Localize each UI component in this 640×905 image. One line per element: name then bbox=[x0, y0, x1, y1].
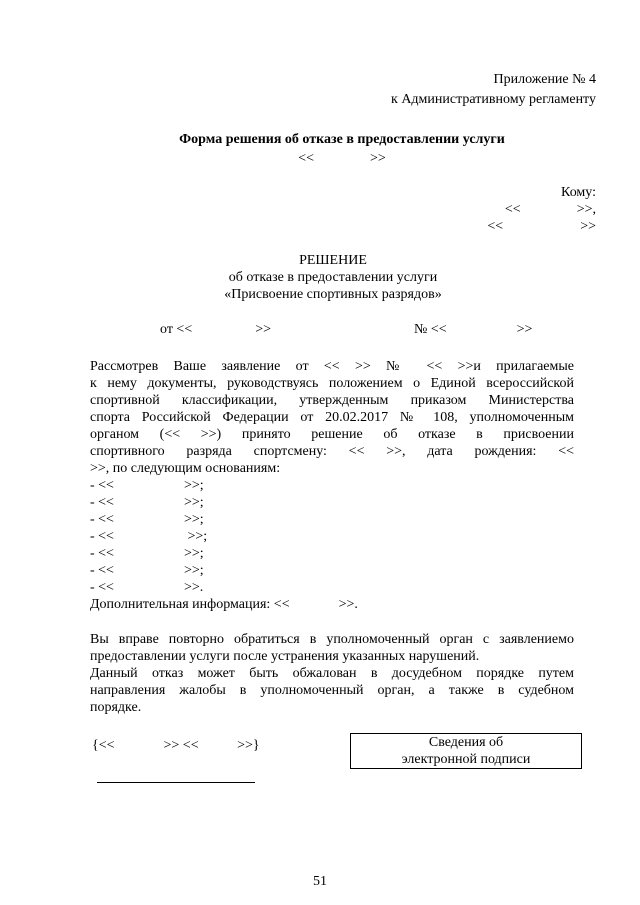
reason-item: - << >>; bbox=[90, 512, 204, 527]
body-last-line: >>, по следующим основаниям: bbox=[90, 461, 281, 476]
body-line: спорта Российской Федерации от 20.02.2017 № 108, уполномоченным bbox=[90, 410, 574, 425]
footnote-rule bbox=[97, 782, 255, 783]
decision-subtitle-2: «Присвоение спортивных разрядов» bbox=[224, 287, 442, 302]
decision-title: РЕШЕНИЕ bbox=[299, 253, 367, 268]
body-line: спортивного разряда спортсмену: << >>, дата рождения: << bbox=[90, 444, 574, 459]
addressee-label: Кому: bbox=[561, 185, 596, 200]
body-line: органом (<< >>) принято решение об отказе в присвоении bbox=[90, 427, 574, 442]
appendix-label: Приложение № 4 bbox=[493, 72, 596, 87]
appeal-line: направления жалобы в уполномоченный орган, а также в судебном bbox=[90, 683, 574, 698]
decision-subtitle-1: об отказе в предоставлении услуги bbox=[228, 270, 438, 285]
decision-date: от << >> bbox=[160, 322, 272, 337]
addressee-line-1: << >>, bbox=[504, 202, 596, 217]
organization-placeholder: << >> bbox=[298, 151, 386, 166]
appeal-line: порядке. bbox=[90, 700, 142, 715]
appeal-line: Данный отказ может быть обжалован в досудебном порядке путем bbox=[90, 666, 574, 681]
reason-item: - << >>; bbox=[90, 563, 204, 578]
decision-number: № << >> bbox=[414, 322, 533, 337]
additional-info: Дополнительная информация: << >>. bbox=[90, 597, 358, 612]
reason-item: - << >>; bbox=[90, 529, 208, 544]
reason-item: - << >>; bbox=[90, 546, 204, 561]
regulation-label: к Административному регламенту bbox=[391, 92, 596, 107]
appeal-line: предоставлении услуги после устранения указанных нарушений. bbox=[90, 649, 480, 664]
addressee-line-2: << >> bbox=[487, 219, 596, 234]
signature-box-line-1: Сведения об bbox=[428, 735, 504, 750]
body-line: Рассмотрев Ваше заявление от << >> № << >>и прилагаемые bbox=[90, 359, 574, 374]
signature-placeholder: {<< >> << >>} bbox=[92, 738, 260, 753]
reason-item: - << >>. bbox=[90, 580, 204, 595]
form-title: Форма решения об отказе в предоставлении услуги bbox=[179, 132, 505, 147]
electronic-signature-box bbox=[350, 733, 582, 769]
signature-box-line-2: электронной подписи bbox=[401, 752, 531, 767]
body-line: к нему документы, руководствуясь положением о Единой всероссийской bbox=[90, 376, 574, 391]
reason-item: - << >>; bbox=[90, 478, 204, 493]
reason-item: - << >>; bbox=[90, 495, 204, 510]
appeal-line: Вы вправе повторно обратиться в уполномоченный орган с заявлениемо bbox=[90, 632, 574, 647]
body-line: спортивной классификации, утвержденным приказом Министерства bbox=[90, 393, 574, 408]
page-number: 51 bbox=[313, 874, 327, 889]
